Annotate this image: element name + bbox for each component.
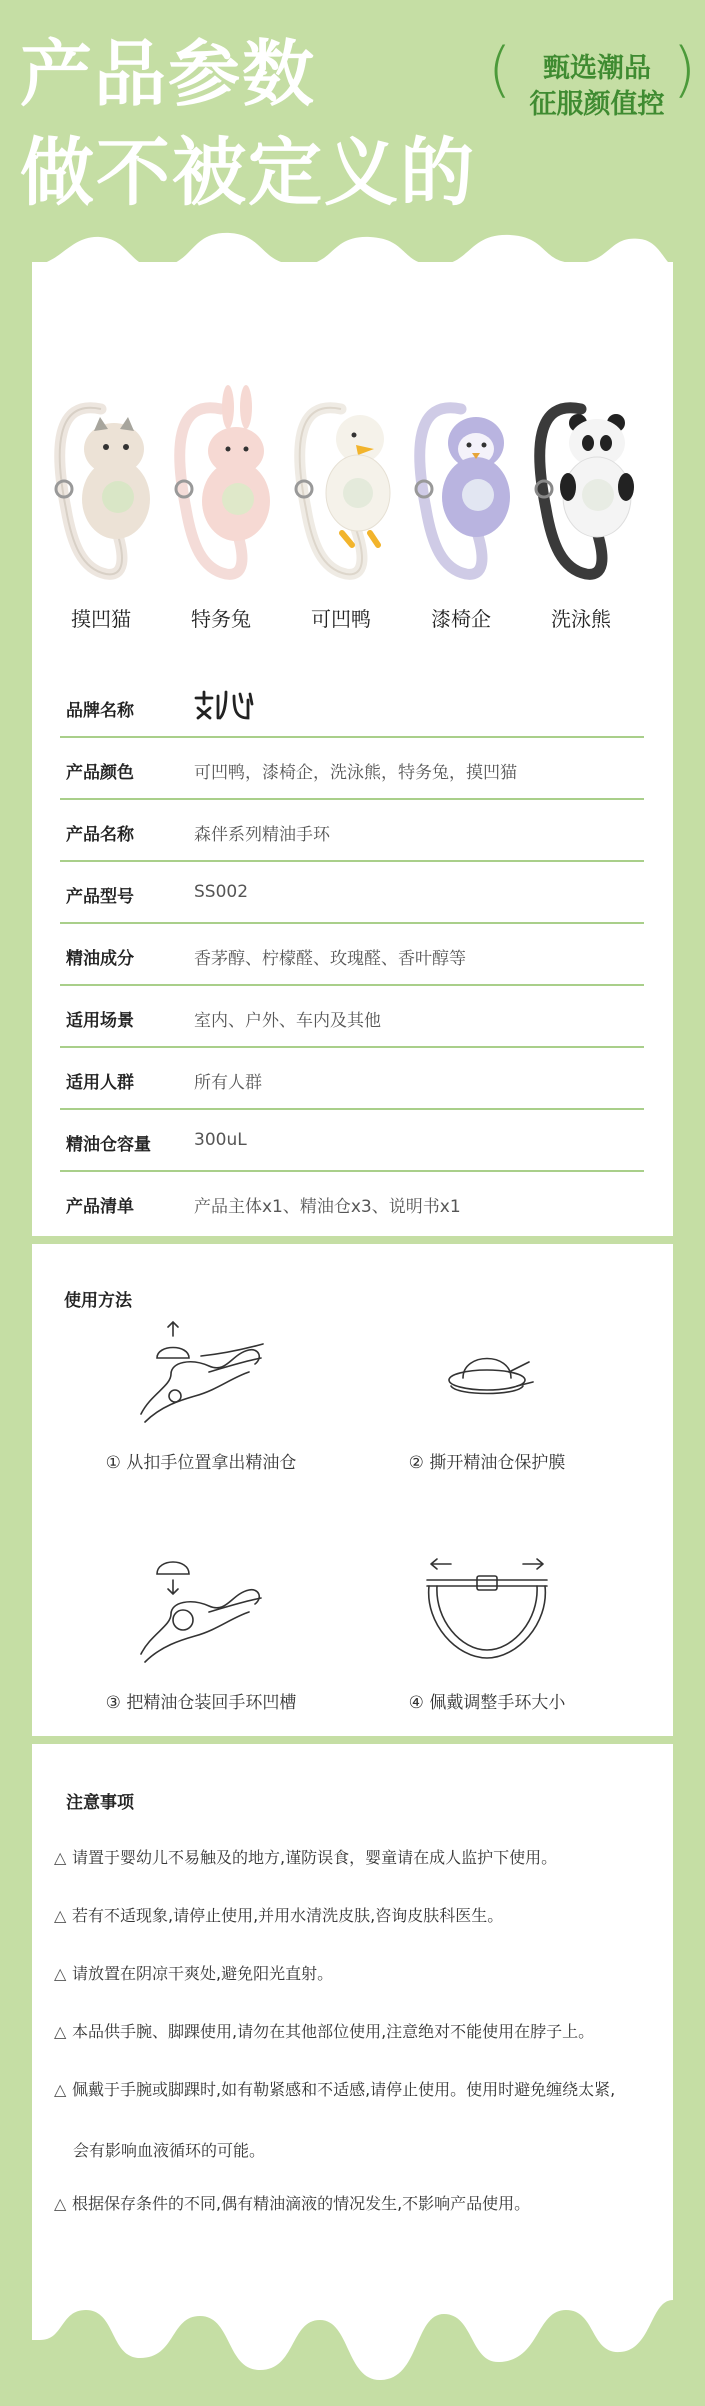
spec-value: 产品主体x1、精油仓x3、说明书x1 (194, 1197, 461, 1217)
usage-step (362, 1554, 612, 1713)
note-continuation: 会有影响血液循环的可能。 (73, 2141, 266, 2160)
spec-row (60, 924, 644, 986)
product-name: 摸凹猫 (71, 607, 131, 631)
product-card (286, 369, 396, 632)
paren-left: ( (488, 35, 512, 105)
product-card (166, 369, 276, 632)
product-name: 漆椅企 (431, 607, 491, 631)
spec-value: SS002 (194, 882, 249, 902)
insert-capsule-icon (131, 1554, 271, 1674)
spec-label: 适用场景 (66, 1011, 134, 1031)
step-caption: ① 从扣手位置拿出精油仓 (105, 1453, 297, 1473)
step-caption: ② 撕开精油仓保护膜 (408, 1453, 566, 1473)
notes-panel (32, 1744, 673, 2264)
spec-label: 精油仓容量 (66, 1135, 151, 1155)
spec-row-brand (60, 676, 644, 738)
usage-panel (32, 1244, 673, 1736)
warning-icon: △ (54, 1906, 67, 1925)
slogan-tag (488, 36, 700, 126)
page-title: 产品参数 (20, 32, 317, 116)
duck-bracelet-icon (286, 369, 396, 589)
warning-icon: △ (54, 2080, 67, 2099)
spec-label: 品牌名称 (66, 701, 134, 721)
spec-label: 精油成分 (66, 949, 134, 969)
spec-value: 森伴系列精油手环 (194, 825, 330, 845)
spec-row (60, 1110, 644, 1172)
adjust-size-icon (417, 1554, 557, 1674)
spec-panel (32, 262, 673, 1236)
spec-label: 产品名称 (66, 825, 134, 845)
usage-step (76, 1554, 326, 1713)
spec-label: 产品颜色 (66, 763, 134, 783)
notes-title: 注意事项 (66, 1793, 134, 1813)
spec-row (60, 738, 644, 800)
spec-row (60, 986, 644, 1048)
spec-row (60, 1172, 644, 1234)
product-name: 可凹鸭 (311, 607, 371, 631)
spec-value: 所有人群 (194, 1073, 262, 1093)
penguin-bracelet-icon (406, 369, 516, 589)
cat-bracelet-icon (46, 369, 156, 589)
note-text: 若有不适现象,请停止使用,并用水清洗皮肤,咨询皮肤科医生。 (72, 1906, 504, 1925)
usage-step (76, 1314, 326, 1473)
product-card (526, 369, 636, 632)
spec-value: 300uL (194, 1130, 247, 1150)
note-item (54, 2196, 654, 2212)
note-text: 佩戴于手腕或脚踝时,如有勒紧感和不适感,请停止使用。使用时避免缠绕太紧, (72, 2080, 616, 2099)
panda-bracelet-icon (526, 369, 636, 589)
warning-icon: △ (54, 1848, 67, 1867)
note-item (54, 1850, 654, 1866)
spec-label: 产品型号 (66, 887, 134, 907)
spec-label: 产品清单 (66, 1197, 134, 1217)
spec-row (60, 1048, 644, 1110)
slogan-line2: 征服颜值控 (529, 89, 665, 120)
spec-label: 适用人群 (66, 1073, 134, 1093)
warning-icon: △ (54, 2022, 67, 2041)
product-name: 特务兔 (191, 607, 251, 631)
spec-row (60, 862, 644, 924)
peel-film-icon (417, 1314, 557, 1434)
step-caption: ③ 把精油仓装回手环凹槽 (105, 1693, 297, 1713)
remove-capsule-icon (131, 1314, 271, 1434)
note-item (54, 1908, 654, 1924)
note-text: 根据保存条件的不同,偶有精油滴液的情况发生,不影响产品使用。 (72, 2194, 531, 2213)
page-subtitle: 做不被定义的 (20, 130, 476, 216)
spec-value: 香茅醇、柠檬醛、玫瑰醛、香叶醇等 (194, 949, 466, 969)
rabbit-bracelet-icon (166, 369, 276, 589)
warning-icon: △ (54, 1964, 67, 1983)
note-text: 请放置在阴凉干爽处,避免阳光直射。 (72, 1964, 334, 1983)
spec-row (60, 800, 644, 862)
product-card (46, 369, 156, 632)
note-text: 请置于婴幼儿不易触及的地方,谨防误食，婴童请在成人监护下使用。 (72, 1848, 558, 1867)
spec-value: 室内、户外、车内及其他 (194, 1011, 381, 1031)
product-card (406, 369, 516, 632)
note-text: 本品供手腕、脚踝使用,请勿在其他部位使用,注意绝对不能使用在脖子上。 (72, 2022, 595, 2041)
drip-bottom-decoration (0, 2240, 705, 2406)
slogan-line1: 甄选潮品 (543, 53, 651, 84)
warning-icon: △ (54, 2194, 67, 2213)
step-caption: ④ 佩戴调整手环大小 (408, 1693, 566, 1713)
product-name: 洗泳熊 (551, 607, 611, 631)
usage-title: 使用方法 (64, 1291, 132, 1311)
usage-step (362, 1314, 612, 1473)
note-item (54, 2082, 654, 2098)
spec-value: 可凹鸭，漆椅企，洗泳熊，特务兔，摸凹猫 (194, 763, 517, 783)
paren-right: ) (672, 35, 696, 105)
brand-logo-icon (194, 688, 254, 722)
note-item (54, 1966, 654, 1982)
note-item (54, 2024, 654, 2040)
